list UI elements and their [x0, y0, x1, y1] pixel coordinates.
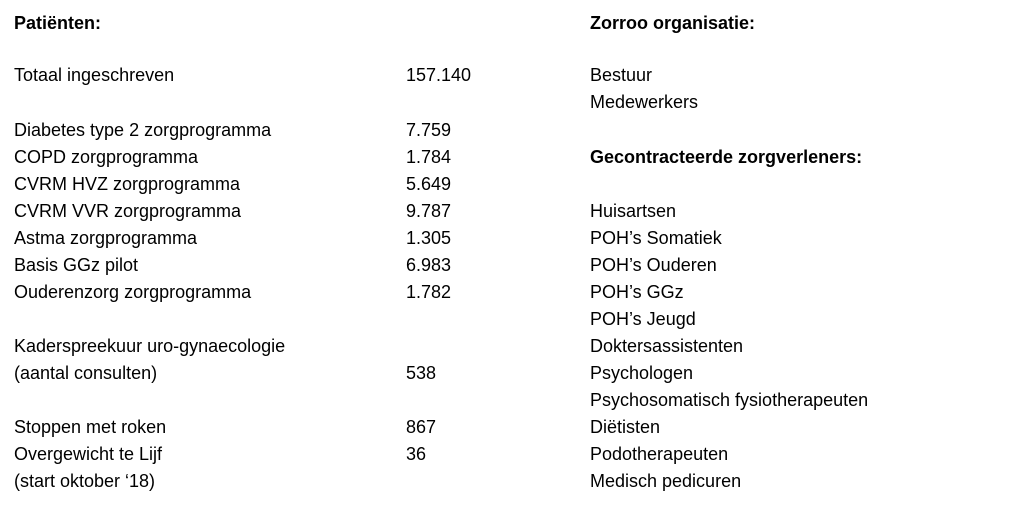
patients-row-value: 1.782 [406, 282, 452, 302]
patients-heading-text: Patiënten: [14, 13, 102, 33]
patients-row-value: 538 [406, 363, 437, 383]
patients-row-label: Totaal ingeschreven [14, 65, 175, 85]
patients-row-value: 6.983 [406, 255, 452, 275]
patients-row-label: Overgewicht te Lijf [14, 444, 163, 464]
patients-row-value: 5.649 [406, 174, 452, 194]
patients-row-value: 1.784 [406, 147, 452, 167]
patients-row-label: Stoppen met roken [14, 417, 167, 437]
organisation-heading-text: Zorroo organisatie: [590, 13, 756, 33]
patients-row-label: CVRM VVR zorgprogramma [14, 201, 242, 221]
providers-row-label: Diëtisten [590, 417, 661, 437]
patients-row-label: Ouderenzorg zorgprogramma [14, 282, 252, 302]
providers-row-label: POH’s Jeugd [590, 309, 696, 329]
patients-row-label: Kaderspreekuur uro-gynaecologie [14, 336, 286, 356]
providers-row-label: Psychologen [590, 363, 694, 383]
organisation-row-label: Medewerkers [590, 92, 699, 112]
patients-row-label: Astma zorgprogramma [14, 228, 198, 248]
providers-row-label: POH’s Ouderen [590, 255, 717, 275]
providers-row-label: Doktersassistenten [590, 336, 744, 356]
patients-row-label: (start oktober ‘18) [14, 471, 156, 491]
providers-row-label: Podotherapeuten [590, 444, 729, 464]
patients-row-value: 36 [406, 444, 427, 464]
patients-row-label: CVRM HVZ zorgprogramma [14, 174, 241, 194]
patients-row-label: Basis GGz pilot [14, 255, 139, 275]
providers-row-label: POH’s GGz [590, 282, 684, 302]
patients-row-value: 9.787 [406, 201, 452, 221]
patients-row-label: (aantal consulten) [14, 363, 158, 383]
patients-row-value: 867 [406, 417, 437, 437]
patients-row-label: COPD zorgprogramma [14, 147, 199, 167]
organisation-row-label: Bestuur [590, 65, 653, 85]
providers-row-label: Medisch pedicuren [590, 471, 742, 491]
patients-row-value: 7.759 [406, 120, 452, 140]
patients-row-value: 1.305 [406, 228, 452, 248]
providers-row-label: POH’s Somatiek [590, 228, 722, 248]
providers-row-label: Psychosomatisch fysiotherapeuten [590, 390, 869, 410]
providers-heading-text: Gecontracteerde zorgverleners: [590, 147, 863, 167]
patients-row-label: Diabetes type 2 zorgprogramma [14, 120, 272, 140]
patients-row-value: 157.140 [406, 65, 472, 85]
providers-row-label: Huisartsen [590, 201, 677, 221]
